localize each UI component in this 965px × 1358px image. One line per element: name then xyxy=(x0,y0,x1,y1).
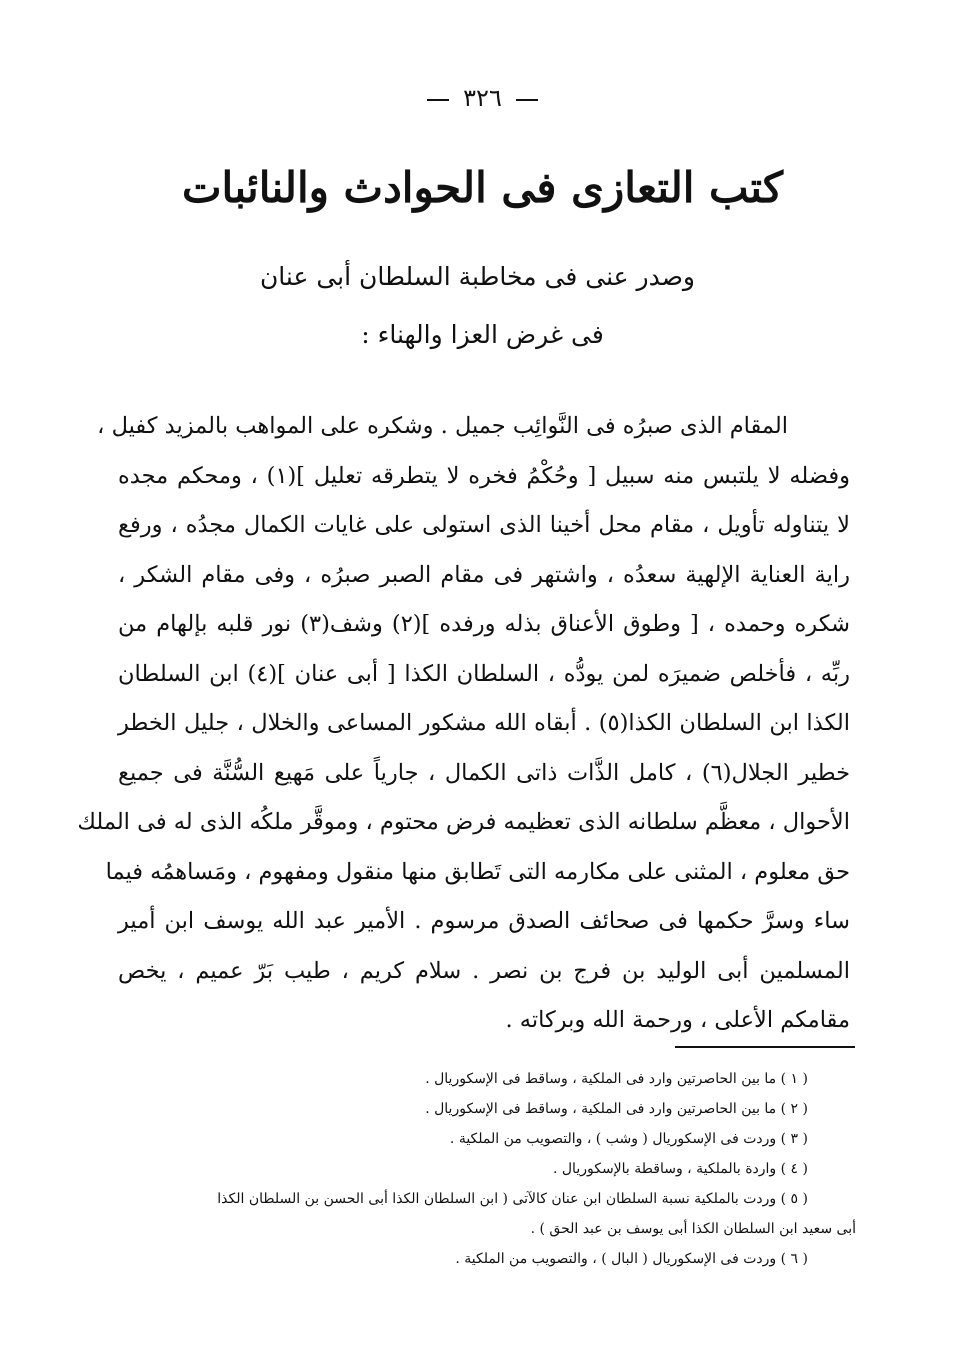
section-heading-line-2: فى غرض العزا والهناء : xyxy=(361,320,604,349)
footnote-continuation: أبى سعيد ابن السلطان الكذا أبى يوسف بن عبد الحق ) . xyxy=(530,1221,856,1237)
page-number-dash-right xyxy=(516,99,538,101)
footnotes xyxy=(118,1064,856,1274)
page-number-text: ٣٢٦ xyxy=(463,84,502,112)
body-line: المقام الذى صبرُه فى النَّوائِب جميل . وشكره على المواهب بالمزيد كفيل ، xyxy=(97,413,788,439)
body-line: لا يتناوله تأويل ، مقام محل أخينا الذى استولى على غايات الكمال مجدُه ، ورفع xyxy=(118,512,850,538)
footnote: ( ٢ ) ما بين الحاصرتين وارد فى الملكية ، وساقط فى الإسكوريال . xyxy=(425,1101,808,1117)
footnote-divider xyxy=(675,1046,855,1048)
footnote: ( ١ ) ما بين الحاصرتين وارد فى الملكية ، وساقط فى الإسكوريال . xyxy=(425,1071,808,1087)
body-line: خطير الجلال(٦) ، كامل الذَّات ذاتى الكمال ، جارياً على مَهيع السُّنَّة فى جميع xyxy=(118,759,850,786)
section-heading-line-1: وصدر عنى فى مخاطبة السلطان أبى عنان xyxy=(259,262,695,291)
footnote: ( ٦ ) وردت فى الإسكوريال ( البال ) ، والتصويب من الملكية . xyxy=(455,1251,808,1267)
body-line: ساء وسرَّ حكمها فى صحائف الصدق مرسوم . الأمير عبد الله يوسف ابن أمير xyxy=(118,908,850,934)
body-line: وفضله لا يلتبس منه سبيل [ وحُكْمُ فخره لا يتطرقه تعليل ](١) ، ومحكم مجده xyxy=(118,462,851,489)
body-line: مقامكم الأعلى ، ورحمة الله وبركاته . xyxy=(505,1007,850,1033)
page-number-dash-left xyxy=(427,99,449,101)
body-line: المسلمين أبى الوليد بن فرج بن نصر . سلام كريم ، طيب بَرّ عميم ، يخص xyxy=(118,957,850,984)
footnote: ( ٥ ) وردت بالملكية نسبة السلطان ابن عنان كالآتى ( ابن السلطان الكذا أبى الحسن بن السلطان الكذا xyxy=(217,1191,808,1207)
page-number xyxy=(0,84,965,112)
body-line: الأحوال ، معظَّم سلطانه الذى تعظيمه فرض محتوم ، وموقَّر ملكُه الذى له فى الملك xyxy=(77,809,850,835)
footnote: ( ٤ ) واردة بالملكية ، وساقطة بالإسكوريال . xyxy=(552,1161,808,1177)
letter-body xyxy=(77,402,851,1046)
chapter-title: كتب التعازى فى الحوادث والنائبات xyxy=(182,163,783,212)
body-line: الكذا ابن السلطان الكذا(٥) . أبقاه الله مشكور المساعى والخلال ، جليل الخطر xyxy=(118,710,850,736)
body-line: شكره وحمده ، [ وطوق الأعناق بذله ورفده ](٢) وشف(٣) نور قلبه بإلهام من xyxy=(118,611,850,637)
body-line: راية العناية الإلهية سعدُه ، واشتهر فى مقام الصبر صبرُه ، وفى مقام الشكر ، xyxy=(118,561,850,588)
body-line: حق معلوم ، المثنى على مكارمه التى تَطابق منها منقول ومفهوم ، ومَساهمُه فيما xyxy=(105,858,850,885)
footnote: ( ٣ ) وردت فى الإسكوريال ( وشب ) ، والتصويب من الملكية . xyxy=(449,1131,808,1147)
body-line: ربِّه ، فأخلص ضميرَه لمن يودُّه ، السلطان الكذا [ أبى عنان ](٤) ابن السلطان xyxy=(118,660,850,687)
